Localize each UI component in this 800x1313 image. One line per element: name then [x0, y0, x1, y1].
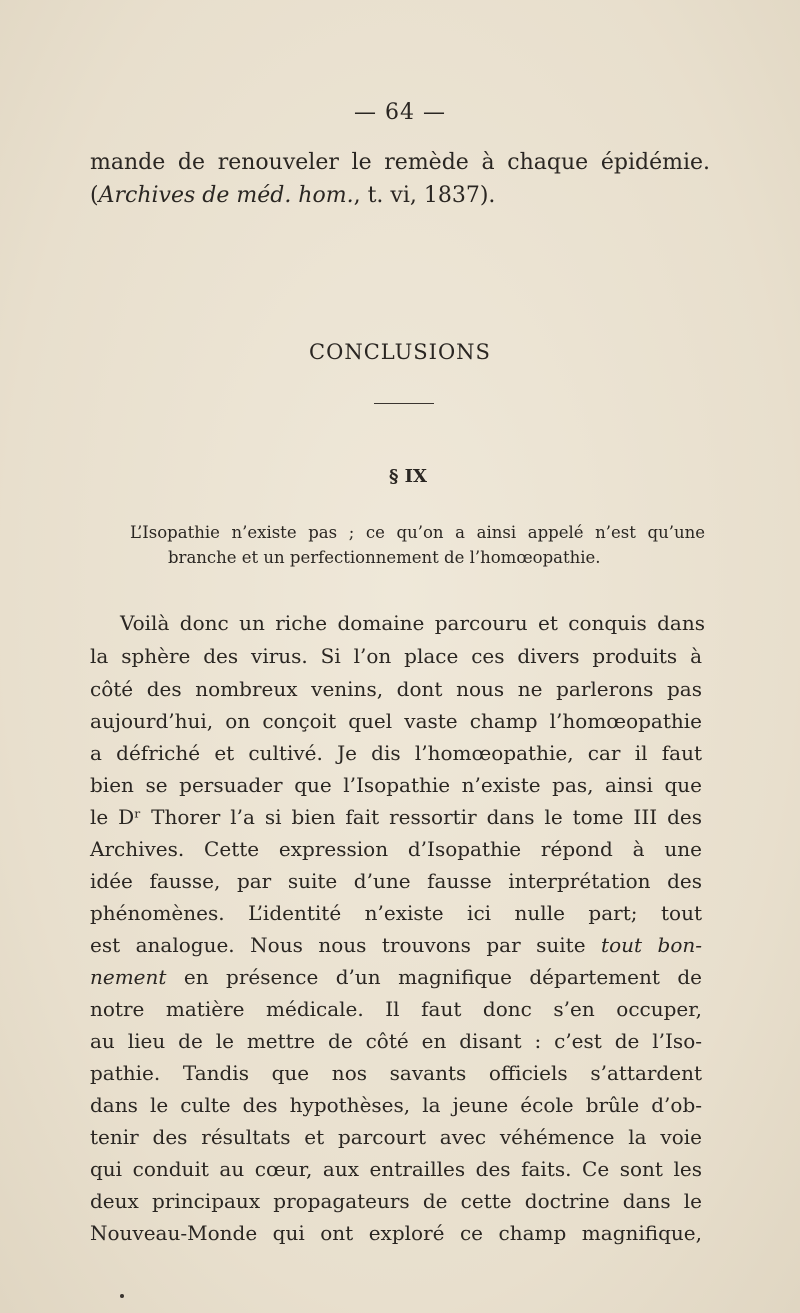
- citation-title: Archives de méd. hom.: [98, 183, 354, 208]
- emphasis-tout-bon: tout bon-: [601, 933, 702, 957]
- summary-line-2: branche et un perfectionnement de l’homœopathie.: [168, 548, 601, 567]
- intro-line-2: (Archives de méd. hom., t. vi, 1837).: [90, 183, 496, 208]
- body-line-9: idée fausse, par suite d’une fausse interprétation des: [90, 869, 702, 893]
- body-line-2: la sphère des virus. Si l’on place ces divers produits à: [90, 644, 702, 668]
- body-line-7: le Dʳ Thorer l’a si bien fait ressortir dans le tome III des: [90, 805, 702, 829]
- body-line-18: qui conduit au cœur, aux entrailles des faits. Ce sont les: [90, 1157, 702, 1181]
- body-line-19: deux principaux propagateurs de cette doctrine dans le: [90, 1189, 702, 1213]
- section-heading: CONCLUSIONS: [309, 340, 491, 364]
- body-line-8: Archives. Cette expression d’Isopathie répond à une: [90, 837, 702, 861]
- body-line-12: [90, 964, 702, 990]
- body-line-5: a défriché et cultivé. Je dis l’homœopathie, car il faut: [90, 741, 702, 765]
- body-line-3: côté des nombreux venins, dont nous ne parlerons pas: [90, 677, 702, 701]
- body-line-11: [90, 932, 702, 958]
- body-line-12-text: en présence d’un magnifique département de: [183, 965, 702, 989]
- body-line-14: au lieu de le mettre de côté en disant : c’est de l’Iso-: [90, 1029, 702, 1053]
- intro-line-1: mande de renouveler le remède à chaque épidémie.: [90, 150, 710, 175]
- body-line-10: phénomènes. L’identité n’existe ici nulle part; tout: [90, 901, 702, 925]
- body-line-13: notre matière médicale. Il faut donc s’en occuper,: [90, 997, 702, 1021]
- citation-rest: , t. vi, 1837).: [353, 183, 496, 208]
- body-line-1: Voilà donc un riche domaine parcouru et conquis dans: [120, 611, 705, 635]
- ink-speck: [120, 1294, 124, 1298]
- body-line-16: dans le culte des hypothèses, la jeune école brûle d’ob-: [90, 1093, 702, 1117]
- summary-line-1: L’Isopathie n’existe pas ; ce qu’on a ainsi appelé n’est qu’une: [130, 523, 705, 542]
- body-line-6: bien se persuader que l’Isopathie n’existe pas, ainsi que: [90, 773, 702, 797]
- body-line-11-text: est analogue. Nous nous trouvons par suite: [90, 933, 586, 957]
- section-number: § IX: [388, 466, 428, 487]
- body-line-15: pathie. Tandis que nos savants officiels s’attardent: [90, 1061, 702, 1085]
- body-line-20: Nouveau-Monde qui ont exploré ce champ magnifique,: [90, 1221, 702, 1245]
- heading-rule: [374, 403, 434, 404]
- body-line-4: aujourd’hui, on conçoit quel vaste champ l’homœopathie: [90, 709, 702, 733]
- page-number: — 64 —: [354, 100, 446, 125]
- body-line-17: tenir des résultats et parcourt avec véhémence la voie: [90, 1125, 702, 1149]
- emphasis-nement: nement: [90, 965, 167, 989]
